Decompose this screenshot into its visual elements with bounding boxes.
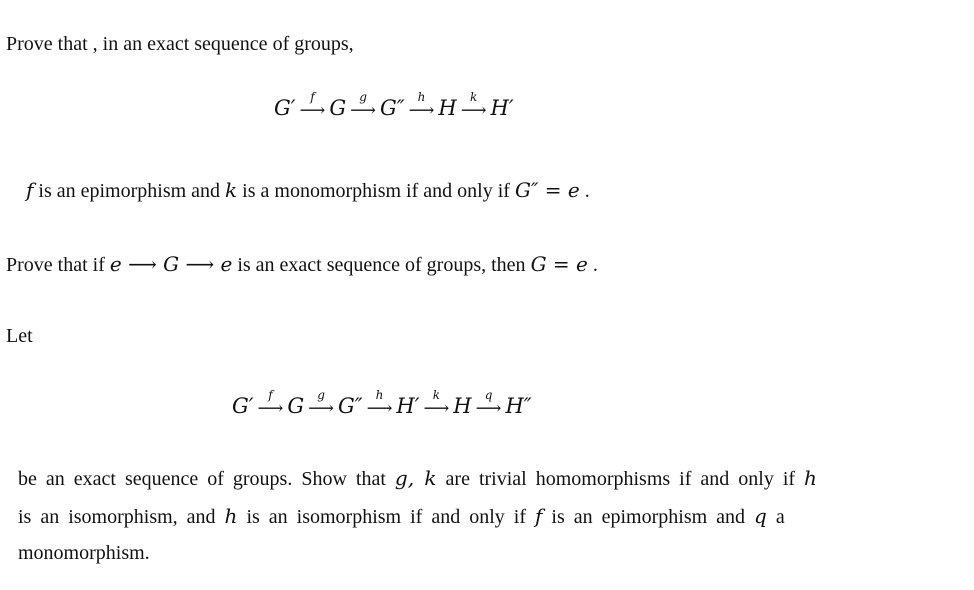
seq1-arrow: f ⟶ bbox=[299, 90, 326, 120]
math-equals: = bbox=[546, 252, 577, 276]
seq2-arrow: h ⟶ bbox=[366, 388, 393, 418]
problem3-line3: monomorphism. bbox=[18, 542, 150, 564]
seq2-object: H″ bbox=[505, 394, 532, 418]
statement-end: . bbox=[579, 180, 590, 202]
math-h: h bbox=[224, 504, 238, 528]
math-f: f bbox=[26, 178, 34, 202]
seq2-map-label: h bbox=[375, 388, 384, 402]
math-g-double-prime: G″ bbox=[514, 178, 539, 202]
seq2-arrow: g ⟶ bbox=[308, 388, 334, 418]
math-f: f bbox=[534, 504, 543, 528]
math-g: G bbox=[530, 252, 547, 276]
math-h: h bbox=[804, 466, 817, 490]
seq1-map-label: g bbox=[359, 90, 367, 104]
seq2-map-label: f bbox=[268, 388, 273, 402]
seq1-map-label: h bbox=[417, 90, 426, 104]
math-g: G bbox=[163, 252, 180, 276]
statement-text: a bbox=[766, 506, 785, 528]
math-equals: = bbox=[538, 178, 568, 202]
math-e: e bbox=[567, 178, 580, 202]
seq1-object: G″ bbox=[379, 96, 405, 120]
problem1-intro: Prove that , in an exact sequence of groups, bbox=[6, 33, 354, 55]
statement-text: is an epimorphism and bbox=[542, 506, 755, 528]
problem3-let: Let bbox=[6, 325, 33, 347]
statement-text: be an exact sequence of groups. Show that bbox=[18, 468, 395, 490]
seq2-map-label: k bbox=[432, 388, 441, 402]
math-arrow: ⟶ bbox=[179, 252, 221, 276]
seq1-object: H bbox=[438, 96, 457, 120]
problem3-line1 bbox=[18, 466, 817, 491]
seq1-object: H′ bbox=[490, 96, 514, 120]
problem3-line2 bbox=[18, 504, 785, 529]
exact-sequence-1 bbox=[274, 90, 514, 120]
math-e: e bbox=[220, 252, 233, 276]
seq2-object: G″ bbox=[337, 394, 363, 418]
seq1-map-label: k bbox=[469, 90, 478, 104]
seq2-arrow: k ⟶ bbox=[423, 388, 450, 418]
math-e: e bbox=[576, 252, 588, 276]
statement-text: is an isomorphism if and only if bbox=[237, 506, 535, 528]
seq1-arrow: g ⟶ bbox=[350, 90, 376, 120]
seq1-arrow: h ⟶ bbox=[408, 90, 435, 120]
seq1-map-label: f bbox=[310, 90, 315, 104]
seq2-object: H bbox=[453, 394, 472, 418]
seq2-object: H′ bbox=[396, 394, 420, 418]
seq2-object: G′ bbox=[232, 394, 254, 418]
statement-text: Prove that if bbox=[6, 254, 110, 276]
seq2-object: G bbox=[287, 394, 305, 418]
statement-text: is an isomorphism, and bbox=[18, 506, 225, 528]
seq1-object: G bbox=[329, 96, 347, 120]
math-q: q bbox=[754, 504, 767, 528]
statement-text: is a monomorphism if and only if bbox=[237, 180, 515, 202]
seq2-arrow: f ⟶ bbox=[257, 388, 284, 418]
exact-sequence-2 bbox=[232, 388, 532, 418]
math-arrow: ⟶ bbox=[121, 252, 164, 276]
seq2-map-label: g bbox=[317, 388, 325, 402]
statement-text: is an epimorphism and bbox=[33, 180, 226, 202]
problem2-statement bbox=[6, 252, 598, 277]
statement-text: are trivial homomorphisms if and only if bbox=[436, 468, 805, 490]
math-g-k: g, k bbox=[394, 466, 437, 490]
seq1-object: G′ bbox=[274, 96, 296, 120]
statement-end: . bbox=[587, 254, 598, 276]
seq2-arrow: q ⟶ bbox=[475, 388, 502, 418]
seq2-map-label: q bbox=[484, 388, 493, 402]
seq1-arrow: k ⟶ bbox=[460, 90, 487, 120]
math-e: e bbox=[109, 252, 122, 276]
problem1-statement bbox=[26, 178, 590, 203]
statement-text: is an exact sequence of groups, then bbox=[232, 254, 531, 276]
math-k: k bbox=[225, 178, 238, 202]
